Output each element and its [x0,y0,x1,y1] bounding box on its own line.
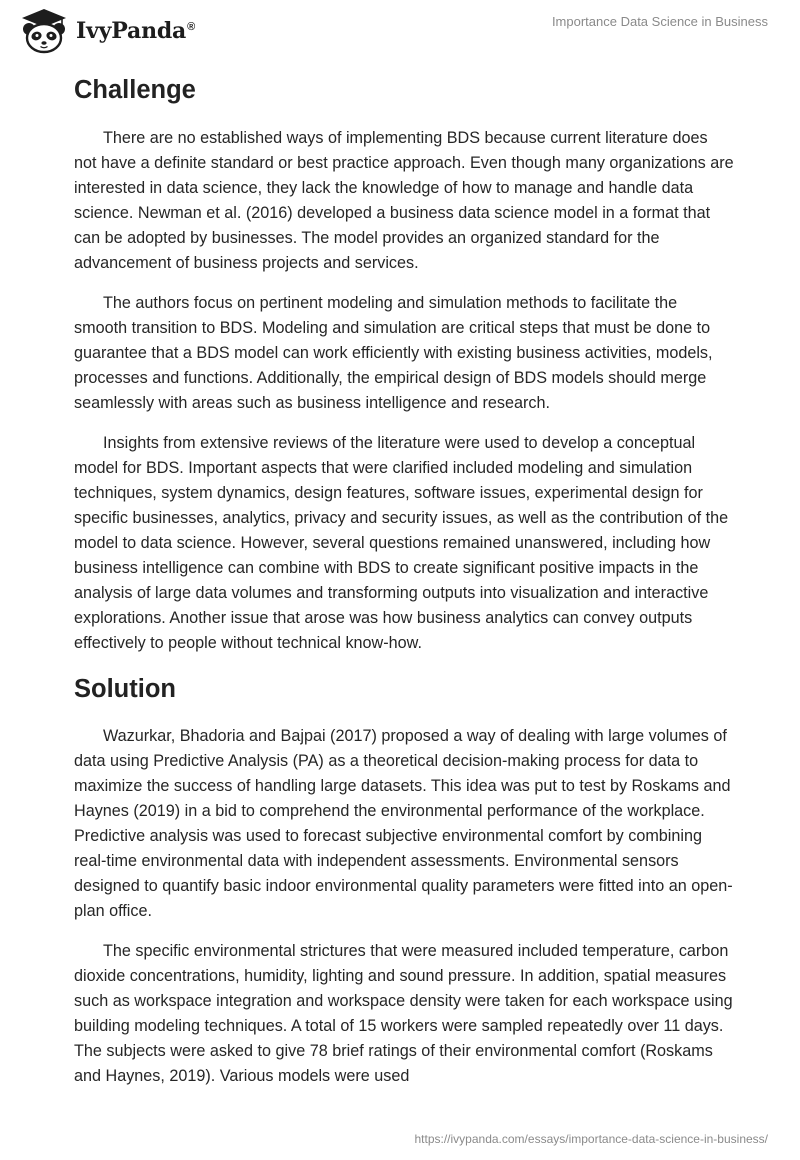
paragraph: There are no established ways of implementing BDS because current literature does not have a definite standard or best practice approach. Even though many organizations are interested in data science, they lack the knowledge of how to manage and handle data science. Newman et al. (2016) developed a business data science model in a format that can be adopted by businesses. The model provides an organized standard for the advancement of business projects and services. [74,129,734,272]
brand-name-text: IvyPanda [76,18,187,44]
ivypanda-logo[interactable] [18,7,195,55]
brand-name [76,18,195,44]
source-url[interactable]: https://ivypanda.com/essays/importance-data-science-in-business/ [414,1132,768,1146]
paragraph: Insights from extensive reviews of the literature were used to develop a conceptual model for BDS. Important aspects that were clarified included modeling and simulation techniques, system dynamics, design features, software issues, experimental design for specific businesses, analytics, privacy and security issues, as well as the contribution of the model to data science. However, several questions remained unanswered, including how business intelligence can combine with BDS to create significant positive impacts in the analysis of large data volumes and transforming outputs into visualization and interactive explorations. Another issue that arose was how business analytics can convey outputs effectively to people without technical know-how. [74,434,729,652]
registered-mark: ® [187,20,196,33]
page-header [0,0,800,64]
essay-content [74,70,734,1104]
paragraph: The specific environmental strictures that were measured included temperature, carbon dioxide concentrations, humidity, lighting and sound pressure. In addition, spatial measures such as workspace integration and workspace density were taken for each workspace using building modeling techniques. A total of 15 workers were sampled repeatedly over 11 days. The subjects were asked to give 78 brief ratings of their environmental comfort (Roskams and Haynes, 2019). Various models were used [74,942,733,1085]
section-heading-challenge: Challenge [74,76,196,104]
paragraph: The authors focus on pertinent modeling and simulation methods to facilitate the smooth transition to BDS. Modeling and simulation are critical steps that must be done to guarantee that a BDS model can work efficiently with existing business activities, models, processes and functions. Additionally, the empirical design of BDS models should merge seamlessly with areas such as business intelligence and research. [74,294,713,412]
section-heading-solution: Solution [74,675,176,703]
paragraph: Wazurkar, Bhadoria and Bajpai (2017) proposed a way of dealing with large volumes of data using Predictive Analysis (PA) as a theoretical decision-making process for data to maximize the success of handling large datasets. This idea was put to test by Roskams and Haynes (2019) in a bid to comprehend the environmental performance of the workplace. Predictive analysis was used to forecast subjective environmental comfort by combining real-time environmental data with independent assessments. Environmental sensors designed to quantify basic indoor environmental quality parameters were fitted into an open-plan office. [74,727,733,920]
panda-graduate-icon [18,7,70,55]
document-title: Importance Data Science in Business [551,14,768,29]
